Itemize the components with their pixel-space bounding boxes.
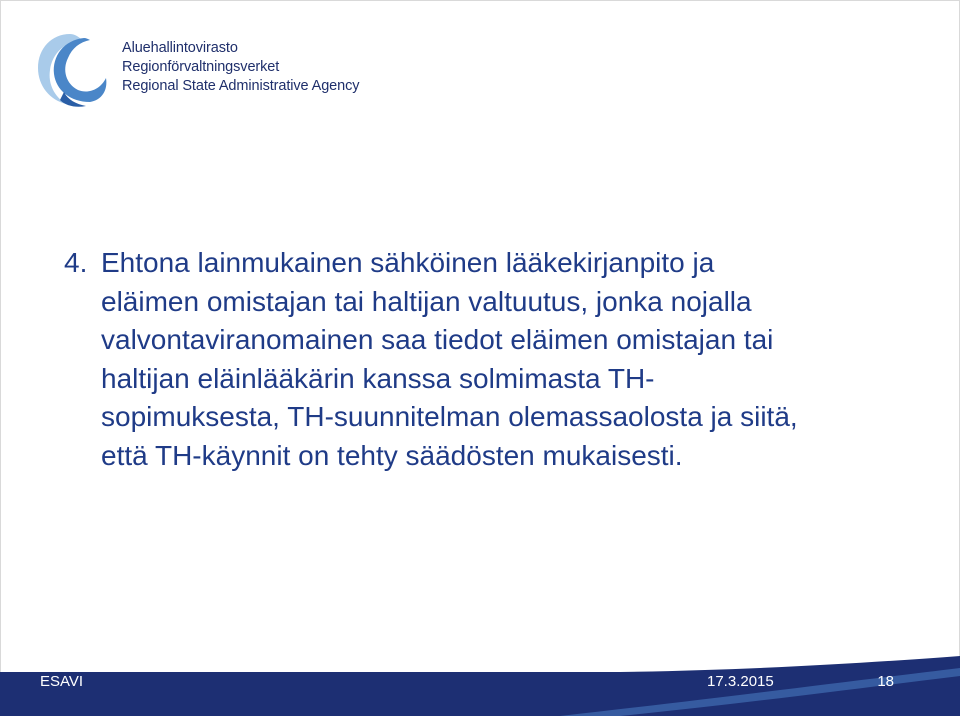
body-line: Ehtona lainmukainen sähköinen lääkekirjanpito ja: [101, 247, 715, 278]
agency-logo: [30, 30, 390, 110]
agency-name: [122, 39, 359, 96]
item-number: 4.: [64, 247, 88, 278]
footer-date: 17.3.2015: [707, 673, 774, 690]
body-line: eläimen omistajan tai haltijan valtuutus, jonka nojalla: [101, 285, 752, 317]
footer-page-number: 18: [877, 673, 894, 690]
agency-logo-icon: [30, 30, 110, 110]
agency-name-en: Regional State Administrative Agency: [122, 78, 360, 94]
body-line: haltijan eläinlääkärin kanssa solmimasta TH-: [101, 362, 655, 394]
numbered-item: [64, 244, 914, 475]
agency-name-fi: Aluehallintovirasto: [122, 40, 238, 56]
body-line: valvontaviranomainen saa tiedot eläimen omistajan tai: [101, 324, 774, 355]
agency-name-sv: Regionförvaltningsverket: [122, 59, 280, 75]
footer: [0, 646, 960, 716]
footer-wave: [0, 646, 960, 716]
body-line: että TH-käynnit on tehty säädösten mukaisesti.: [101, 439, 683, 471]
body-line: sopimuksesta, TH-suunnitelman olemassaolosta ja siitä,: [101, 401, 798, 432]
slide-body: [64, 244, 914, 475]
footer-organization: ESAVI: [40, 673, 84, 690]
